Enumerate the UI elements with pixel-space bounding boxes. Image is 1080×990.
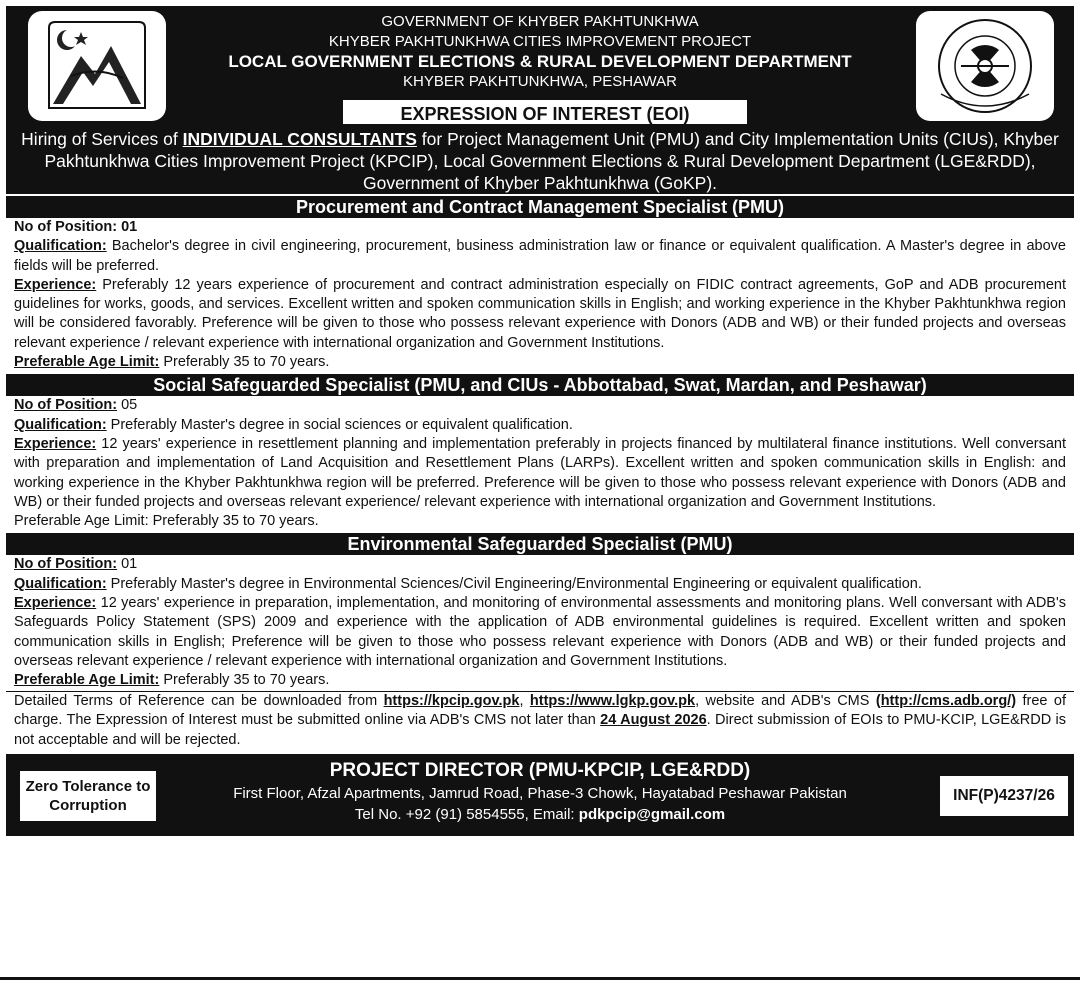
kp-government-logo (28, 11, 166, 121)
positions-value: 01 (117, 219, 138, 235)
government-emblem-icon (41, 16, 153, 116)
terms-text-3: , website and ADB's CMS (695, 692, 876, 709)
office-address: First Floor, Afzal Apartments, Jamrud Road, Phase-3 Chowk, Hayatabad Peshawar Pakistan (233, 785, 847, 803)
age-label: Preferable Age Limit: (14, 354, 160, 371)
age-line (14, 671, 1066, 690)
section-title-procurement: Procurement and Contract Management Specialist (PMU) (6, 196, 1074, 218)
age-text: Preferably 35 to 70 years. (159, 354, 330, 371)
header-titles (186, 12, 894, 92)
section-body-procurement (6, 218, 1074, 372)
positions-line (14, 218, 1066, 237)
hiring-bold: INDIVIDUAL CONSULTANTS (182, 129, 417, 149)
terms-text-5: . Direct submission of EOIs to PMU-KCIP, LGE&RDD is not acceptable and will be rejected. (14, 712, 1067, 748)
adb-cms-link[interactable]: (http://cms.adb.org/) (875, 692, 1017, 709)
department-line: LOCAL GOVERNMENT ELECTIONS & RURAL DEVELOPMENT DEPARTMENT (228, 52, 852, 71)
age-text: Preferably 35 to 70 years. (159, 672, 330, 689)
zero-tolerance-badge: Zero Tolerance to Corruption (20, 771, 156, 821)
qualification-line (14, 575, 1066, 594)
kpcip-link[interactable]: https://kpcip.gov.pk (383, 692, 520, 709)
project-director-title: PROJECT DIRECTOR (PMU-KPCIP, LGE&RDD) (329, 760, 751, 782)
experience-label: Experience: (14, 595, 97, 612)
age-text: Preferably 35 to 70 years. (148, 513, 319, 530)
positions-label: No of Position: (14, 397, 118, 414)
qualification-label: Qualification: (14, 416, 107, 433)
section-body-environmental (6, 555, 1074, 690)
project-line: KHYBER PAKHTUNKHWA CITIES IMPROVEMENT PROJECT (328, 33, 752, 50)
terms-of-reference-note (6, 691, 1074, 751)
telephone-text: Tel No. +92 (91) 5854555, Email: (354, 806, 579, 824)
hiring-post: for Project Management Unit (PMU) and City Implementation Units (CIUs), Khyber Pakhtunkhwa Cities Improvement Project (KPCIP), Local Government Elections & Rural Development Department (LGE&RDD), Government of Khyber Pakhtunkhwa (GoKP). (44, 129, 1059, 193)
experience-line (14, 435, 1066, 512)
qualification-line (14, 237, 1066, 276)
experience-text: 12 years' experience in preparation, implementation, and monitoring of environmental assessments and monitoring plans. Well conversant with ADB's Safeguards Policy Statement (SPS) 2009 and experience with the application of ADB environmental guidelines is required. Excellent written and spoken communication skills in English; Preference will be given to those who possess relevant experience with Donors (ADB and WB) or their funded projects and overseas relevant experience / relevant experience with international organization and Government Institutions. (14, 595, 1066, 669)
qualification-line (14, 416, 1066, 435)
lgkp-link[interactable]: https://www.lgkp.gov.pk (529, 692, 696, 709)
terms-text-1: Detailed Terms of Reference can be downloaded from (14, 692, 384, 709)
eoi-heading: EXPRESSION OF INTEREST (EOI) (341, 98, 749, 126)
age-line (14, 512, 1066, 531)
positions-value: 05 (117, 397, 138, 414)
experience-line (14, 594, 1066, 671)
hiring-pre: Hiring of Services of (21, 129, 183, 149)
age-line (14, 353, 1066, 372)
qualification-text: Preferably Master's degree in social sciences or equivalent qualification. (106, 416, 573, 433)
contact-line (166, 805, 914, 825)
deadline-date: 24 August 2026 (600, 712, 707, 729)
age-label: Preferable Age Limit: (14, 513, 149, 530)
experience-label: Experience: (14, 276, 97, 293)
section-title-environmental: Environmental Safeguarded Specialist (PMU) (6, 533, 1074, 555)
terms-text-4: free of charge. The Expression of Interest must be submitted online via ADB's CMS not later than (14, 692, 1066, 729)
email-address[interactable]: pdkpcip@gmail.com (578, 806, 726, 824)
bottom-divider (0, 977, 1080, 980)
qualification-text: Bachelor's degree in civil engineering, procurement, business administration law or finance or equivalent qualification. A Master's degree in above fields will be preferred. (14, 238, 1066, 274)
experience-text: 12 years' experience in resettlement planning and implementation preferably in projects financed by multilateral finance institutions. Well conversant with preparation and implementation of Land Acquisition and Resettlement Plans (LARPs). Excellent written and spoken communication skills in English: and working experience in the Khyber Pakhtunkhwa region will be preferred. Preference will be given to those who possess relevant experience with Donors (ADB and WB) or their funded projects and overseas relevant experience/ relevant experience with international organization and Government Institutions. (14, 435, 1066, 510)
project-director-block (166, 759, 914, 825)
age-label: Preferable Age Limit: (14, 672, 160, 689)
qualification-label: Qualification: (14, 238, 107, 255)
qualification-text: Preferably Master's degree in Environmental Sciences/Civil Engineering/Environmental Engineering or equivalent qualification. (106, 575, 922, 592)
experience-text: Preferably 12 years experience of procurement and contract administration especially on FIDIC contract agreements, GoP and ADB procurement guidelines for works, goods, and services. Excellent written and spoken communication skills in English; and working experience in the Khyber Pakhtunkhwa region will be considered favorably. Preference will be given to those who possess relevant experience with Donors (ADB and WB) or their funded projects and overseas relevant experience / relevant experience with international organization and Government Institutions. (14, 276, 1066, 351)
kpcip-logo (916, 11, 1054, 121)
positions-line (14, 396, 1066, 415)
positions-label: No of Position: (14, 219, 118, 235)
qualification-label: Qualification: (14, 575, 107, 592)
govt-line: GOVERNMENT OF KHYBER PAKHTUNKHWA (381, 13, 699, 30)
section-title-social: Social Safeguarded Specialist (PMU, and CIUs - Abbottabad, Swat, Mardan, and Peshawar) (6, 374, 1074, 396)
positions-value: 01 (117, 556, 138, 573)
positions-line (14, 555, 1066, 574)
experience-line (14, 276, 1066, 353)
inf-reference-number: INF(P)4237/26 (940, 776, 1068, 816)
location-line: KHYBER PAKHTUNKHWA, PESHAWAR (403, 73, 677, 90)
contact-footer (6, 754, 1074, 836)
experience-label: Experience: (14, 435, 97, 452)
positions-label: No of Position: (14, 556, 118, 573)
terms-text-2: , (519, 692, 530, 709)
hiring-statement (12, 128, 1068, 194)
advertisement-page (6, 6, 1074, 974)
header-banner (6, 6, 1074, 194)
kpcip-seal-icon (931, 14, 1039, 118)
section-body-social (6, 396, 1074, 531)
